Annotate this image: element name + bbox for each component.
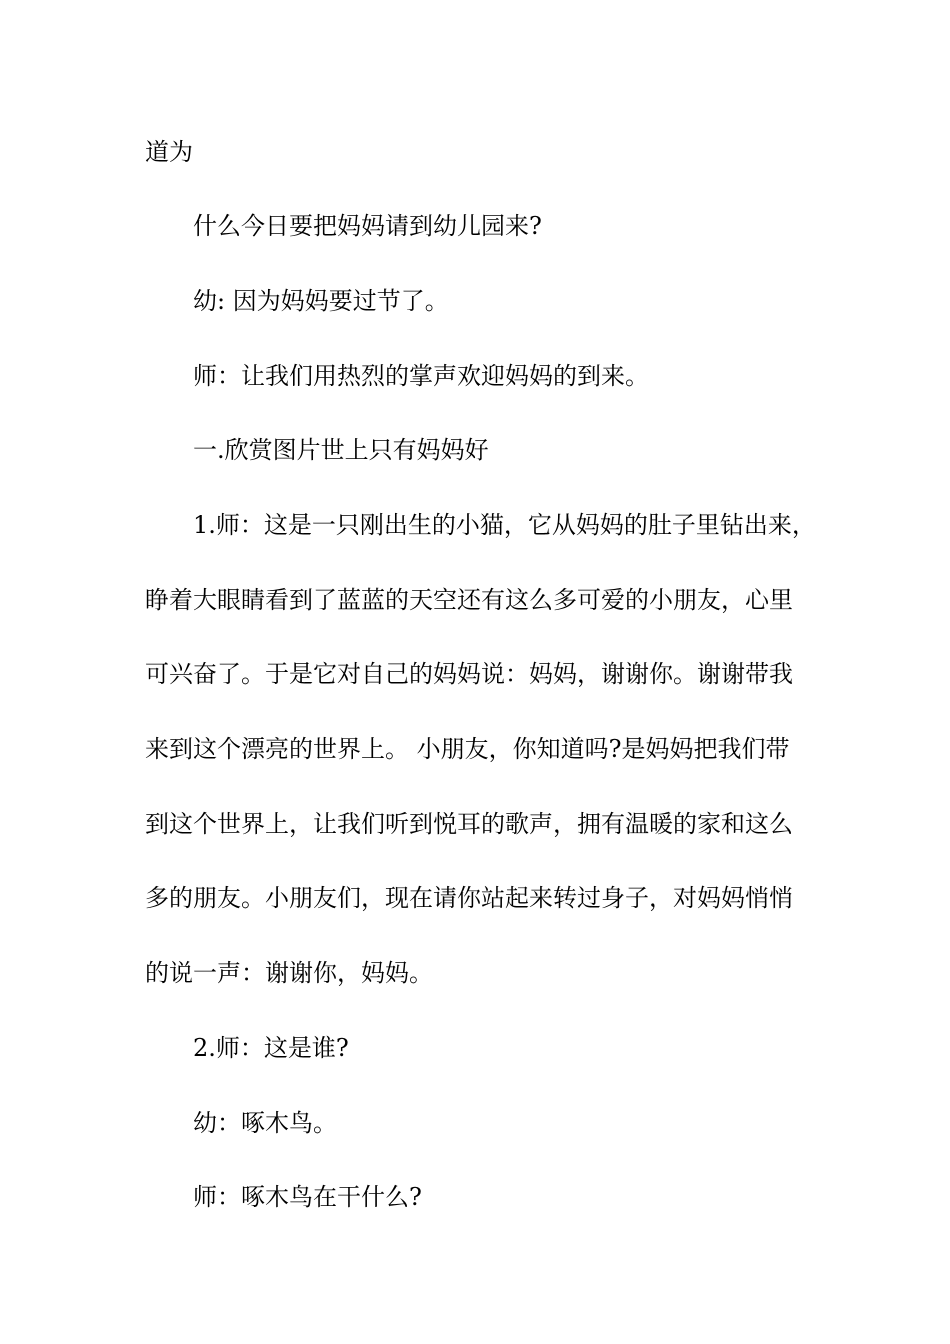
text-line: 师：啄木鸟在干什么? [193, 1183, 422, 1211]
text-line: 睁着大眼睛看到了蓝蓝的天空还有这么多可爱的小朋友，心里 [145, 586, 793, 614]
text-line: 1.师：这是一只刚出生的小猫，它从妈妈的肚子里钻出来， [193, 511, 816, 539]
text-line: 幼：啄木鸟。 [193, 1109, 337, 1137]
text-line: 道为 [145, 138, 193, 166]
text-line: 的说一声：谢谢你，妈妈。 [145, 959, 433, 987]
text-line: 来到这个漂亮的世界上。 小朋友，你知道吗?是妈妈把我们带 [145, 735, 790, 763]
text-line: 可兴奋了。于是它对自己的妈妈说：妈妈，谢谢你。谢谢带我 [145, 660, 793, 688]
text-line: 到这个世界上，让我们听到悦耳的歌声，拥有温暖的家和这么 [145, 810, 793, 838]
text-line: 什么今日要把妈妈请到幼儿园来? [193, 212, 542, 240]
text-line: 幼: 因为妈妈要过节了。 [193, 287, 449, 315]
section-heading: 一.欣赏图片世上只有妈妈好 [193, 436, 489, 464]
text-line: 2.师：这是谁? [193, 1034, 349, 1062]
text-line: 多的朋友。小朋友们，现在请你站起来转过身子，对妈妈悄悄 [145, 884, 793, 912]
text-line: 师：让我们用热烈的掌声欢迎妈妈的到来。 [193, 362, 649, 390]
